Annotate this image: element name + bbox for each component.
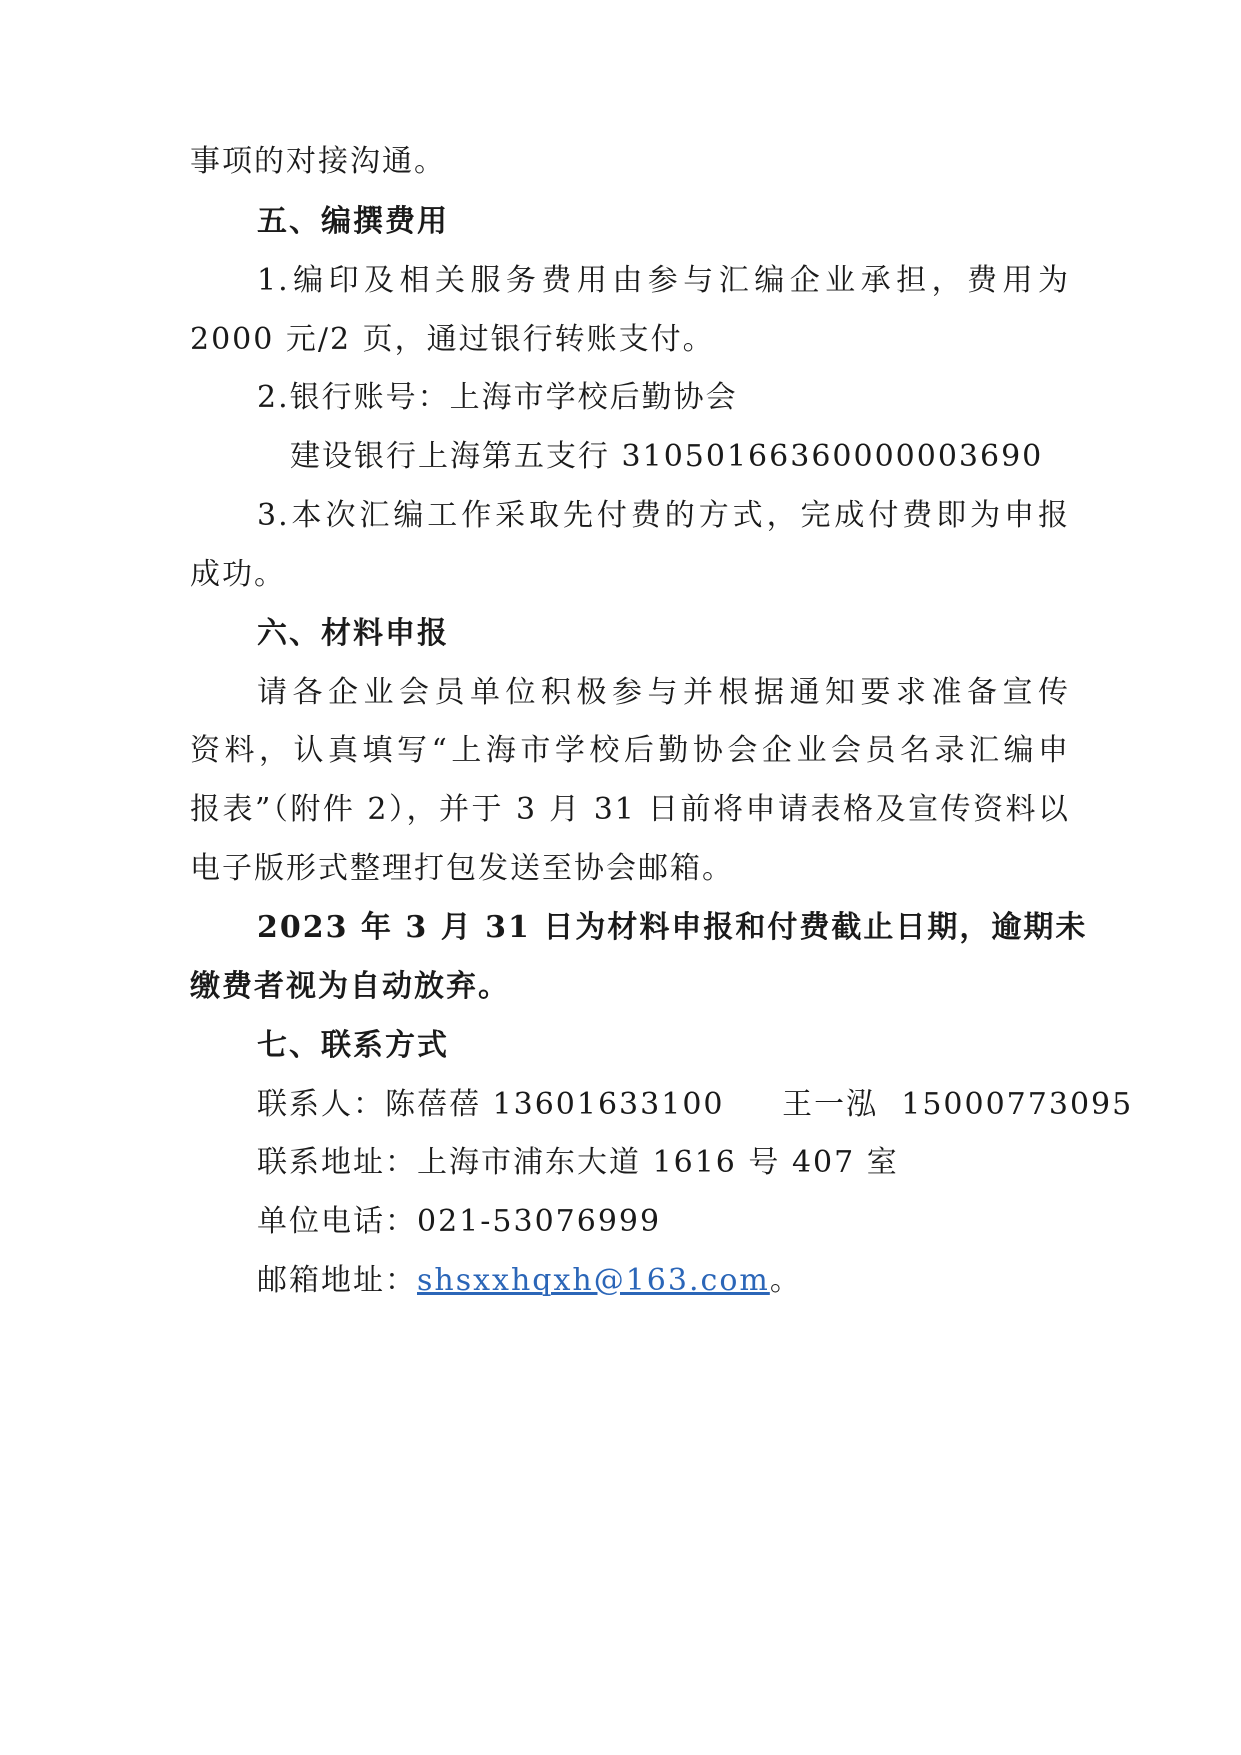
deadline-notice-line: 缴费者视为自动放弃。 (190, 969, 510, 1004)
paragraph-line: 1.编印及相关服务费用由参与汇编企业承担，费用为 (257, 263, 1070, 298)
contact-phone-line: 单位电话：021-53076999 (257, 1204, 662, 1239)
email-label: 邮箱地址： (257, 1263, 417, 1298)
contact-address-line: 联系地址：上海市浦东大道 1616 号 407 室 (257, 1145, 899, 1180)
paragraph-line: 资料，认真填写“上海市学校后勤协会企业会员名录汇编申 (190, 733, 1070, 768)
section-heading-contact: 七、联系方式 (257, 1028, 449, 1063)
paragraph-line: 建设银行上海第五支行 31050166360000003690 (290, 439, 1044, 474)
section-heading-materials: 六、材料申报 (257, 616, 449, 651)
paragraph-line: 请各企业会员单位积极参与并根据通知要求准备宣传 (257, 675, 1070, 710)
paragraph-line: 电子版形式整理打包发送至协会邮箱。 (190, 851, 734, 886)
paragraph-line: 报表”（附件 2），并于 3 月 31 日前将申请表格及宣传资料以 (190, 792, 1070, 827)
paragraph-line: 3.本次汇编工作采取先付费的方式，完成付费即为申报 (257, 498, 1070, 533)
deadline-notice-line: 2023 年 3 月 31 日为材料申报和付费截止日期，逾期未 (257, 910, 1088, 945)
paragraph-line: 2000 元/2 页，通过银行转账支付。 (190, 322, 715, 357)
paragraph-line: 成功。 (190, 557, 286, 592)
email-period: 。 (769, 1263, 802, 1298)
paragraph-line: 2.银行账号：上海市学校后勤协会 (257, 380, 738, 415)
section-heading-fees: 五、编撰费用 (257, 204, 449, 239)
contact-email-line (257, 1261, 1137, 1301)
paragraph-line: 事项的对接沟通。 (190, 144, 446, 179)
email-link[interactable]: shsxxhqxh@163.com (417, 1263, 770, 1298)
contact-persons-line: 联系人：陈蓓蓓 13601633100 王一泓 15000773095 (257, 1087, 1134, 1122)
